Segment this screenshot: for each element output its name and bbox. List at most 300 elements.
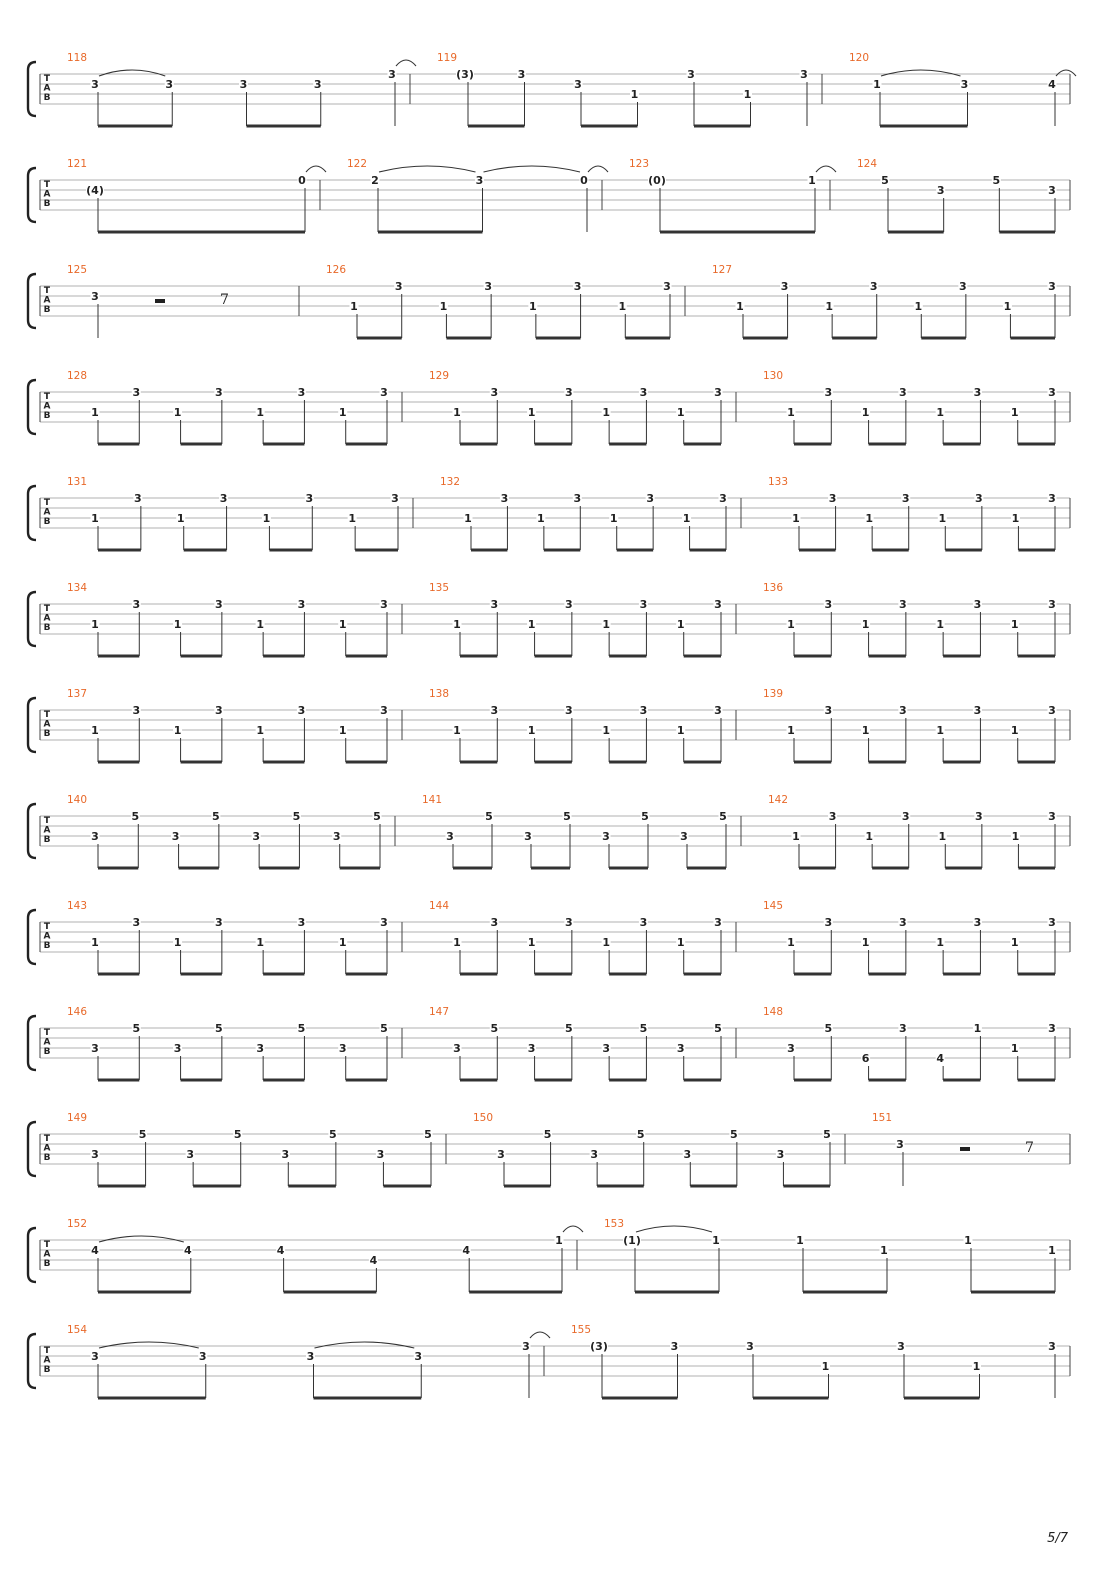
fret-number: 3 bbox=[896, 1138, 904, 1151]
fret-number: 1 bbox=[873, 78, 881, 91]
fret-number: 3 bbox=[165, 78, 174, 91]
tab-clef-letter: A bbox=[43, 1037, 51, 1048]
fret-number: 3 bbox=[132, 386, 141, 399]
measure-number: 123 bbox=[629, 158, 650, 170]
fret-number: 1 bbox=[825, 300, 833, 313]
rest-symbol bbox=[155, 299, 165, 303]
tab-clef-letter: A bbox=[43, 1355, 51, 1366]
fret-number: 1 bbox=[938, 512, 947, 525]
fret-number: 1 bbox=[91, 724, 99, 737]
measure-number: 153 bbox=[604, 1218, 625, 1230]
tie-arc bbox=[396, 60, 416, 66]
fret-number: 4 bbox=[462, 1244, 471, 1257]
fret-number: 1 bbox=[682, 512, 691, 525]
fret-number: 3 bbox=[639, 916, 648, 929]
fret-number: 5 bbox=[992, 174, 1001, 187]
tie-arc bbox=[530, 1332, 550, 1338]
fret-number: 1 bbox=[938, 830, 947, 843]
tab-clef-letter: B bbox=[43, 1259, 51, 1269]
tie-arc bbox=[306, 166, 326, 172]
tab-clef-letter: T bbox=[43, 816, 51, 826]
fret-number: 1 bbox=[348, 512, 356, 525]
tie-arc bbox=[636, 1226, 712, 1232]
fret-number: 1 bbox=[821, 1360, 830, 1373]
tab-clef-letter: T bbox=[43, 710, 51, 720]
tab-system bbox=[28, 1218, 1070, 1292]
fret-number: 3 bbox=[899, 1022, 907, 1035]
tie-arc bbox=[99, 70, 165, 76]
measure bbox=[763, 370, 1057, 444]
fret-number: 1 bbox=[256, 936, 264, 949]
tab-clef-letter: B bbox=[43, 1153, 51, 1163]
measure-number: 136 bbox=[763, 582, 784, 594]
fret-number: 3 bbox=[1048, 598, 1056, 611]
fret-number: 3 bbox=[256, 1042, 264, 1055]
fret-number: 3 bbox=[414, 1350, 423, 1363]
fret-number: 3 bbox=[313, 78, 322, 91]
fret-number: 1 bbox=[880, 1244, 888, 1257]
fret-number: 1 bbox=[1010, 618, 1019, 631]
page-number: 5/7 bbox=[1047, 1531, 1068, 1546]
fret-number: 5 bbox=[639, 1022, 648, 1035]
fret-number: 3 bbox=[746, 1340, 754, 1353]
fret-number: 3 bbox=[91, 1350, 99, 1363]
fret-number: 3 bbox=[565, 704, 573, 717]
fret-number: 1 bbox=[936, 936, 944, 949]
system-bracket bbox=[28, 168, 36, 222]
fret-number: 3 bbox=[338, 1042, 347, 1055]
fret-number: 3 bbox=[899, 704, 907, 717]
fret-number: 3 bbox=[198, 1350, 207, 1363]
fret-number: 5 bbox=[730, 1128, 738, 1141]
fret-number: 3 bbox=[565, 916, 573, 929]
fret-number: 3 bbox=[388, 68, 396, 81]
tab-clef-letter: T bbox=[43, 180, 51, 190]
tab-clef-letter: B bbox=[43, 517, 51, 527]
fret-number: 3 bbox=[380, 916, 388, 929]
fret-number: 3 bbox=[517, 68, 526, 81]
measure bbox=[763, 688, 1057, 762]
fret-number: 3 bbox=[824, 704, 833, 717]
measure bbox=[429, 1006, 723, 1080]
fret-number: 3 bbox=[394, 280, 403, 293]
tab-clef-letter: A bbox=[43, 401, 51, 412]
fret-number: 5 bbox=[212, 810, 220, 823]
fret-number: 3 bbox=[683, 1148, 692, 1161]
tab-system bbox=[28, 476, 1070, 550]
measure-number: 151 bbox=[872, 1112, 893, 1124]
fret-number: 1 bbox=[529, 300, 537, 313]
fret-number: 3 bbox=[936, 184, 945, 197]
fret-number: 3 bbox=[676, 1042, 685, 1055]
fret-number: 0 bbox=[580, 174, 588, 187]
fret-number: 1 bbox=[712, 1234, 720, 1247]
tab-clef-letter: B bbox=[43, 93, 51, 103]
fret-number: 1 bbox=[602, 618, 610, 631]
fret-number: 5 bbox=[636, 1128, 645, 1141]
fret-number: 1 bbox=[91, 406, 99, 419]
measure bbox=[429, 582, 723, 656]
tie-arc bbox=[99, 1342, 199, 1348]
fret-number: 5 bbox=[565, 1022, 573, 1035]
fret-number: 1 bbox=[914, 300, 923, 313]
fret-number: 1 bbox=[865, 512, 873, 525]
fret-number: 3 bbox=[573, 280, 582, 293]
fret-number: 5 bbox=[380, 1022, 388, 1035]
measure-number: 145 bbox=[763, 900, 784, 912]
measure-number: 130 bbox=[763, 370, 784, 382]
fret-number: 1 bbox=[453, 618, 461, 631]
fret-number: 1 bbox=[618, 300, 627, 313]
fret-number: 3 bbox=[824, 386, 833, 399]
measure bbox=[67, 1324, 550, 1398]
fret-number: 1 bbox=[176, 512, 185, 525]
fret-number: (1) bbox=[623, 1234, 641, 1247]
measure bbox=[67, 794, 382, 868]
fret-number: 3 bbox=[446, 830, 454, 843]
fret-number: 3 bbox=[897, 1340, 905, 1353]
measure bbox=[67, 476, 400, 550]
fret-number: 4 bbox=[91, 1244, 99, 1257]
tab-clef-letter: T bbox=[43, 1134, 51, 1144]
measure bbox=[437, 52, 809, 126]
fret-number: 1 bbox=[1011, 512, 1020, 525]
fret-number: 5 bbox=[719, 810, 727, 823]
fret-number: 3 bbox=[132, 598, 141, 611]
measure-number: 119 bbox=[437, 52, 458, 64]
fret-number: 1 bbox=[861, 406, 870, 419]
fret-number: 1 bbox=[262, 512, 271, 525]
fret-number: 1 bbox=[973, 1022, 982, 1035]
tab-clef-letter: T bbox=[43, 392, 51, 402]
fret-number: 1 bbox=[865, 830, 873, 843]
fret-number: 1 bbox=[527, 936, 536, 949]
fret-number: 5 bbox=[215, 1022, 223, 1035]
fret-number: 1 bbox=[439, 300, 448, 313]
tab-clef-letter: A bbox=[43, 719, 51, 730]
fret-number: 3 bbox=[186, 1148, 194, 1161]
fret-number: 1 bbox=[555, 1234, 563, 1247]
system-bracket bbox=[28, 380, 36, 434]
system-bracket bbox=[28, 804, 36, 858]
fret-number: 1 bbox=[338, 724, 347, 737]
fret-number: 1 bbox=[91, 512, 99, 525]
fret-number: 3 bbox=[960, 78, 969, 91]
measure bbox=[763, 582, 1057, 656]
fret-number: 3 bbox=[297, 916, 306, 929]
fret-number: 3 bbox=[670, 1340, 679, 1353]
fret-number: 5 bbox=[292, 810, 301, 823]
measure-number: 141 bbox=[422, 794, 443, 806]
fret-number: 1 bbox=[964, 1234, 972, 1247]
fret-number: 1 bbox=[796, 1234, 804, 1247]
fret-number: 1 bbox=[609, 512, 618, 525]
fret-number: 3 bbox=[639, 386, 648, 399]
measure bbox=[763, 900, 1057, 974]
tab-clef-letter: T bbox=[43, 286, 51, 296]
tab-clef-letter: T bbox=[43, 498, 51, 508]
measure bbox=[604, 1218, 1057, 1292]
fret-number: 3 bbox=[1048, 184, 1056, 197]
tab-system bbox=[28, 1006, 1070, 1080]
measure bbox=[849, 52, 1076, 126]
fret-number: 5 bbox=[714, 1022, 722, 1035]
fret-number: 3 bbox=[391, 492, 399, 505]
fret-number: 6 bbox=[861, 1052, 870, 1065]
measure bbox=[768, 476, 1057, 550]
fret-number: 0 bbox=[298, 174, 306, 187]
fret-number: 3 bbox=[973, 704, 982, 717]
fret-number: 3 bbox=[380, 386, 388, 399]
measure bbox=[857, 158, 1057, 232]
fret-number: 1 bbox=[338, 406, 347, 419]
fret-number: 3 bbox=[780, 280, 789, 293]
tab-system bbox=[28, 688, 1070, 762]
tab-clef-letter: T bbox=[43, 1240, 51, 1250]
fret-number: 4 bbox=[1048, 78, 1056, 91]
fret-number: 3 bbox=[1048, 1340, 1056, 1353]
fret-number: 1 bbox=[676, 618, 685, 631]
fret-number: 1 bbox=[676, 936, 685, 949]
system-bracket bbox=[28, 274, 36, 328]
fret-number: 5 bbox=[138, 1128, 147, 1141]
fret-number: 3 bbox=[663, 280, 671, 293]
fret-number: 1 bbox=[808, 174, 816, 187]
fret-number: 5 bbox=[131, 810, 140, 823]
fret-number: 3 bbox=[1048, 704, 1056, 717]
measure-number: 135 bbox=[429, 582, 450, 594]
fret-number: 3 bbox=[380, 704, 388, 717]
fret-number: 1 bbox=[1003, 300, 1012, 313]
fret-number: 1 bbox=[602, 936, 610, 949]
tab-clef-letter: B bbox=[43, 729, 51, 739]
tab-system bbox=[28, 582, 1070, 656]
tab-clef-letter: A bbox=[43, 507, 51, 518]
fret-number: 3 bbox=[687, 68, 695, 81]
fret-number: 3 bbox=[500, 492, 509, 505]
measure bbox=[67, 52, 416, 126]
fret-number: 3 bbox=[574, 78, 582, 91]
tab-clef-letter: A bbox=[43, 613, 51, 624]
fret-number: 3 bbox=[973, 598, 982, 611]
fret-number: 3 bbox=[828, 810, 837, 823]
tab-system bbox=[28, 794, 1070, 868]
fret-number: 3 bbox=[297, 598, 306, 611]
measure-number: 152 bbox=[67, 1218, 88, 1230]
measure bbox=[67, 158, 326, 232]
fret-number: 1 bbox=[527, 618, 536, 631]
tab-clef-letter: B bbox=[43, 941, 51, 951]
measure-number: 142 bbox=[768, 794, 789, 806]
measure bbox=[67, 688, 389, 762]
fret-number: 5 bbox=[641, 810, 649, 823]
fret-number: 1 bbox=[537, 512, 545, 525]
fret-number: 3 bbox=[215, 598, 223, 611]
measure-number: 147 bbox=[429, 1006, 450, 1018]
fret-number: 3 bbox=[776, 1148, 785, 1161]
fret-number: 3 bbox=[901, 492, 910, 505]
fret-number: 1 bbox=[256, 618, 264, 631]
fret-number: 3 bbox=[484, 280, 492, 293]
fret-number: 5 bbox=[543, 1128, 552, 1141]
measure-number: 120 bbox=[849, 52, 870, 64]
measure-number: 140 bbox=[67, 794, 88, 806]
tab-clef-letter: T bbox=[43, 74, 51, 84]
fret-number: 3 bbox=[527, 1042, 536, 1055]
fret-number: 3 bbox=[134, 492, 142, 505]
fret-number: 3 bbox=[490, 598, 499, 611]
fret-number: 3 bbox=[497, 1148, 505, 1161]
fret-number: 1 bbox=[173, 406, 182, 419]
fret-number: 3 bbox=[973, 916, 982, 929]
fret-number: 3 bbox=[132, 916, 141, 929]
fret-number: 1 bbox=[792, 512, 800, 525]
fret-number: 5 bbox=[881, 174, 889, 187]
fret-number: 3 bbox=[573, 492, 582, 505]
measure-number: 125 bbox=[67, 264, 88, 276]
fret-number: 3 bbox=[975, 810, 983, 823]
fret-number: 1 bbox=[1011, 830, 1020, 843]
fret-number: 1 bbox=[464, 512, 472, 525]
fret-number: 4 bbox=[369, 1254, 378, 1267]
fret-number: (4) bbox=[86, 184, 104, 197]
fret-number: 5 bbox=[373, 810, 381, 823]
tie-arc bbox=[816, 166, 836, 172]
fret-number: 3 bbox=[215, 916, 223, 929]
measure-number: 149 bbox=[67, 1112, 88, 1124]
tie-arc bbox=[881, 70, 961, 76]
fret-number: 3 bbox=[173, 1042, 182, 1055]
fret-number: 1 bbox=[173, 618, 182, 631]
tab-clef-letter: A bbox=[43, 1143, 51, 1154]
tab-clef-letter: B bbox=[43, 623, 51, 633]
measure bbox=[629, 158, 836, 232]
fret-number: 3 bbox=[824, 598, 833, 611]
fret-number: 5 bbox=[823, 1128, 831, 1141]
tab-system bbox=[28, 1324, 1070, 1398]
tie-arc bbox=[484, 166, 581, 172]
fret-number: 3 bbox=[824, 916, 833, 929]
measure bbox=[67, 370, 389, 444]
fret-number: 1 bbox=[527, 406, 536, 419]
fret-number: 1 bbox=[792, 830, 800, 843]
fret-number: 3 bbox=[899, 386, 907, 399]
fret-number: 5 bbox=[424, 1128, 432, 1141]
fret-number: 3 bbox=[901, 810, 910, 823]
fret-number: 5 bbox=[233, 1128, 242, 1141]
fret-number: 1 bbox=[743, 88, 752, 101]
tab-system bbox=[28, 370, 1070, 444]
measure bbox=[571, 1324, 1057, 1398]
fret-number: 3 bbox=[828, 492, 837, 505]
measure-number: 121 bbox=[67, 158, 88, 170]
system-bracket bbox=[28, 698, 36, 752]
tab-clef-letter: B bbox=[43, 411, 51, 421]
fret-number: 3 bbox=[973, 386, 982, 399]
measure bbox=[347, 158, 608, 232]
measure-number: 138 bbox=[429, 688, 450, 700]
fret-number: 3 bbox=[714, 386, 722, 399]
fret-number: 3 bbox=[91, 290, 99, 303]
fret-number: 3 bbox=[639, 598, 648, 611]
tab-clef-letter: B bbox=[43, 835, 51, 845]
fret-number: 5 bbox=[490, 1022, 499, 1035]
measure bbox=[429, 688, 723, 762]
tab-clef-letter: A bbox=[43, 295, 51, 306]
tie-arc bbox=[315, 1342, 415, 1348]
measure-number: 154 bbox=[67, 1324, 88, 1336]
fret-number: 1 bbox=[676, 406, 685, 419]
measure-number: 118 bbox=[67, 52, 88, 64]
fret-number: 3 bbox=[215, 386, 223, 399]
fret-number: 3 bbox=[869, 280, 878, 293]
measure-number: 146 bbox=[67, 1006, 88, 1018]
fret-number: 3 bbox=[899, 598, 907, 611]
fret-number: 1 bbox=[1010, 724, 1019, 737]
measure-number: 150 bbox=[473, 1112, 494, 1124]
fret-number: 3 bbox=[714, 704, 722, 717]
fret-number: 3 bbox=[132, 704, 141, 717]
fret-number: 3 bbox=[332, 830, 341, 843]
fret-number: 3 bbox=[719, 492, 727, 505]
measure-number: 155 bbox=[571, 1324, 592, 1336]
fret-number: 3 bbox=[714, 916, 722, 929]
eighth-rest-symbol: 7 bbox=[1025, 1140, 1034, 1156]
fret-number: 3 bbox=[281, 1148, 290, 1161]
tab-clef-letter: A bbox=[43, 931, 51, 942]
measure bbox=[712, 264, 1057, 338]
fret-number: 1 bbox=[861, 724, 870, 737]
tab-clef-letter: B bbox=[43, 199, 51, 209]
fret-number: (3) bbox=[456, 68, 474, 81]
fret-number: 3 bbox=[475, 174, 484, 187]
fret-number: 3 bbox=[297, 704, 306, 717]
fret-number: 1 bbox=[936, 406, 944, 419]
measure-number: 139 bbox=[763, 688, 784, 700]
fret-number: 1 bbox=[602, 724, 610, 737]
measure-number: 144 bbox=[429, 900, 450, 912]
fret-number: 3 bbox=[171, 830, 180, 843]
tab-clef-letter: T bbox=[43, 604, 51, 614]
fret-number: 1 bbox=[1010, 936, 1019, 949]
fret-number: 3 bbox=[490, 916, 499, 929]
fret-number: 3 bbox=[590, 1148, 598, 1161]
fret-number: 1 bbox=[602, 406, 610, 419]
fret-number: 1 bbox=[338, 936, 347, 949]
fret-number: 1 bbox=[453, 724, 461, 737]
fret-number: 3 bbox=[297, 386, 306, 399]
fret-number: 1 bbox=[1048, 1244, 1056, 1257]
tie-arc bbox=[1056, 70, 1076, 76]
measure bbox=[763, 1006, 1057, 1080]
fret-number: 2 bbox=[371, 174, 379, 187]
tie-arc bbox=[563, 1226, 583, 1232]
fret-number: 3 bbox=[639, 704, 648, 717]
system-bracket bbox=[28, 592, 36, 646]
measure-number: 134 bbox=[67, 582, 88, 594]
tab-system bbox=[28, 158, 1070, 232]
fret-number: 5 bbox=[329, 1128, 337, 1141]
measure bbox=[67, 264, 229, 338]
fret-number: 1 bbox=[972, 1360, 981, 1373]
fret-number: 3 bbox=[975, 492, 983, 505]
measure-number: 129 bbox=[429, 370, 450, 382]
fret-number: 1 bbox=[1010, 406, 1019, 419]
fret-number: 4 bbox=[936, 1052, 944, 1065]
fret-number: 3 bbox=[380, 598, 388, 611]
rest-symbol bbox=[960, 1147, 970, 1151]
measure-number: 126 bbox=[326, 264, 347, 276]
